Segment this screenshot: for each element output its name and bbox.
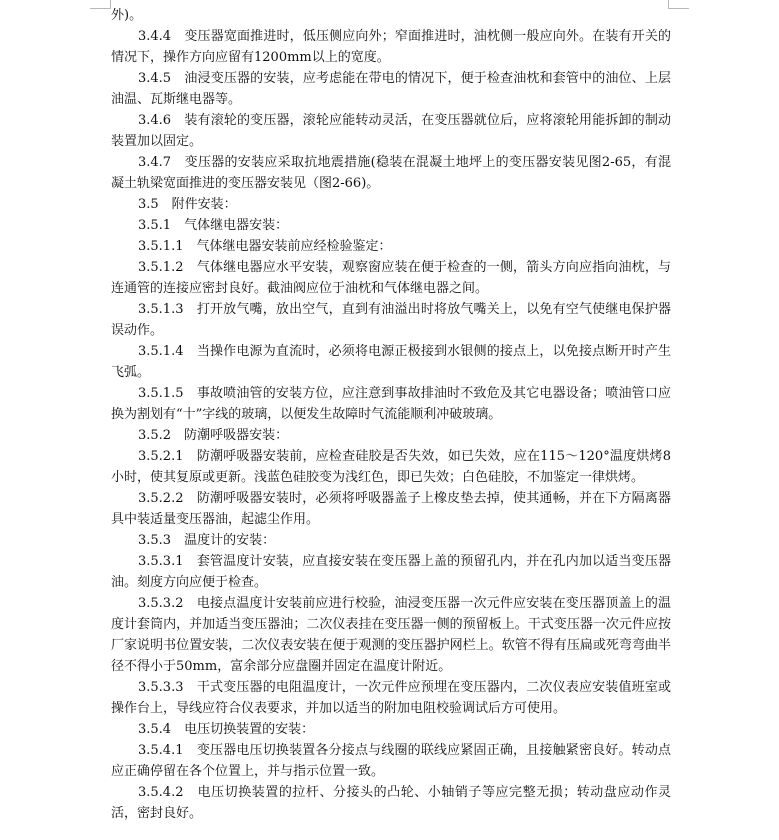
heading-3-5-3: 3.5.3 温度计的安装： bbox=[138, 533, 276, 548]
paragraph-3-4-7: 3.4.7 变压器的安装应采取抗地震措施(稳装在混凝土地坪上的变压器安装见图2-65，有混凝土轨梁宽面推进的变压器安装见（图2-66)。 bbox=[111, 155, 671, 191]
margin-corner-mark-right bbox=[668, 0, 689, 9]
heading-3-5-4: 3.5.4 电压切换装置的安装： bbox=[138, 722, 315, 737]
paragraph-3-4-6: 3.4.6 装有滚轮的变压器，滚轮应能转动灵活，在变压器就位后，应将滚轮用能拆卸的制动装置加以固定。 bbox=[111, 113, 671, 149]
paragraph-3-5-1-2: 3.5.1.2 气体继电器应水平安装，观察窗应装在便于检查的一侧，箭头方向应指向油枕，与连通管的连接应密封良好。截油阀应位于油枕和气体继电器之间。 bbox=[111, 260, 671, 296]
heading-3-5-1: 3.5.1 气体继电器安装： bbox=[138, 218, 289, 233]
margin-corner-mark-left bbox=[90, 0, 111, 9]
paragraph-continuation: 外)。 bbox=[111, 8, 143, 23]
heading-3-5: 3.5 附件安装： bbox=[138, 197, 237, 212]
paragraph-3-4-5: 3.4.5 油浸变压器的安装，应考虑能在带电的情况下，便于检查油枕和套管中的油位、上层油温、瓦斯继电器等。 bbox=[111, 71, 671, 107]
paragraph-3-5-4-1: 3.5.4.1 变压器电压切换装置各分接点与线圈的联线应紧固正确，且接触紧密良好。转动点应正确停留在各个位置上，并与指示位置一致。 bbox=[111, 743, 671, 779]
paragraph-3-5-3-2: 3.5.3.2 电接点温度计安装前应进行校验，油浸变压器一次元件应安装在变压器顶盖上的温度计套筒内，并加适当变压器油；二次仪表挂在变压器一侧的预留板上。干式变压器一次元件应按厂家说明书位置安装，二次仪表安装在便于观测的变压器护网栏上。软管不得有压扁或死弯弯曲半径不得小于50mm，富余部分应盘圈并固定在温度计附近。 bbox=[111, 596, 671, 674]
paragraph-3-5-1-1: 3.5.1.1 气体继电器安装前应经检验鉴定： bbox=[138, 239, 392, 254]
paragraph-3-5-4-2: 3.5.4.2 电压切换装置的拉杆、分接头的凸轮、小轴销子等应完整无损；转动盘应动作灵活，密封良好。 bbox=[111, 785, 671, 821]
paragraph-3-5-3-1: 3.5.3.1 套管温度计安装，应直接安装在变压器上盖的预留孔内，并在孔内加以适当变压器油。刻度方向应便于检查。 bbox=[111, 554, 671, 590]
paragraph-3-5-1-5: 3.5.1.5 事故喷油管的安装方位，应注意到事故排油时不致危及其它电器设备；喷油管口应换为割划有“十”字线的玻璃，以便发生故障时气流能顺利冲破玻璃。 bbox=[111, 386, 671, 422]
paragraph-3-5-1-3: 3.5.1.3 打开放气嘴，放出空气，直到有油溢出时将放气嘴关上，以免有空气使继电保护器误动作。 bbox=[111, 302, 671, 338]
paragraph-3-5-3-3: 3.5.3.3 干式变压器的电阻温度计，一次元件应预埋在变压器内，二次仪表应安装值班室或操作台上，导线应符合仪表要求，并加以适当的附加电阻校验调试后方可使用。 bbox=[111, 680, 671, 716]
paragraph-3-5-1-4: 3.5.1.4 当操作电源为直流时，必须将电源正极接到水银侧的接点上，以免接点断开时产生飞弧。 bbox=[111, 344, 671, 380]
paragraph-3-5-2-1: 3.5.2.1 防潮呼吸器安装前，应检查硅胶是否失效，如已失效，应在115～120°温度烘烤8小时，使其复原或更新。浅蓝色硅胶变为浅红色，即已失效；白色硅胶，不加鉴定一律烘烤。 bbox=[111, 449, 671, 485]
paragraph-3-5-2-2: 3.5.2.2 防潮呼吸器安装时，必须将呼吸器盖子上橡皮垫去掉，使其通畅，并在下方隔离器具中装适量变压器油，起滤尘作用。 bbox=[111, 491, 671, 527]
document-body bbox=[111, 5, 671, 824]
heading-3-5-2: 3.5.2 防潮呼吸器安装： bbox=[138, 428, 289, 443]
paragraph-3-4-4: 3.4.4 变压器宽面推进时，低压侧应向外；窄面推进时，油枕侧一般应向外。在装有开关的情况下，操作方向应留有1200mm以上的宽度。 bbox=[111, 29, 671, 65]
